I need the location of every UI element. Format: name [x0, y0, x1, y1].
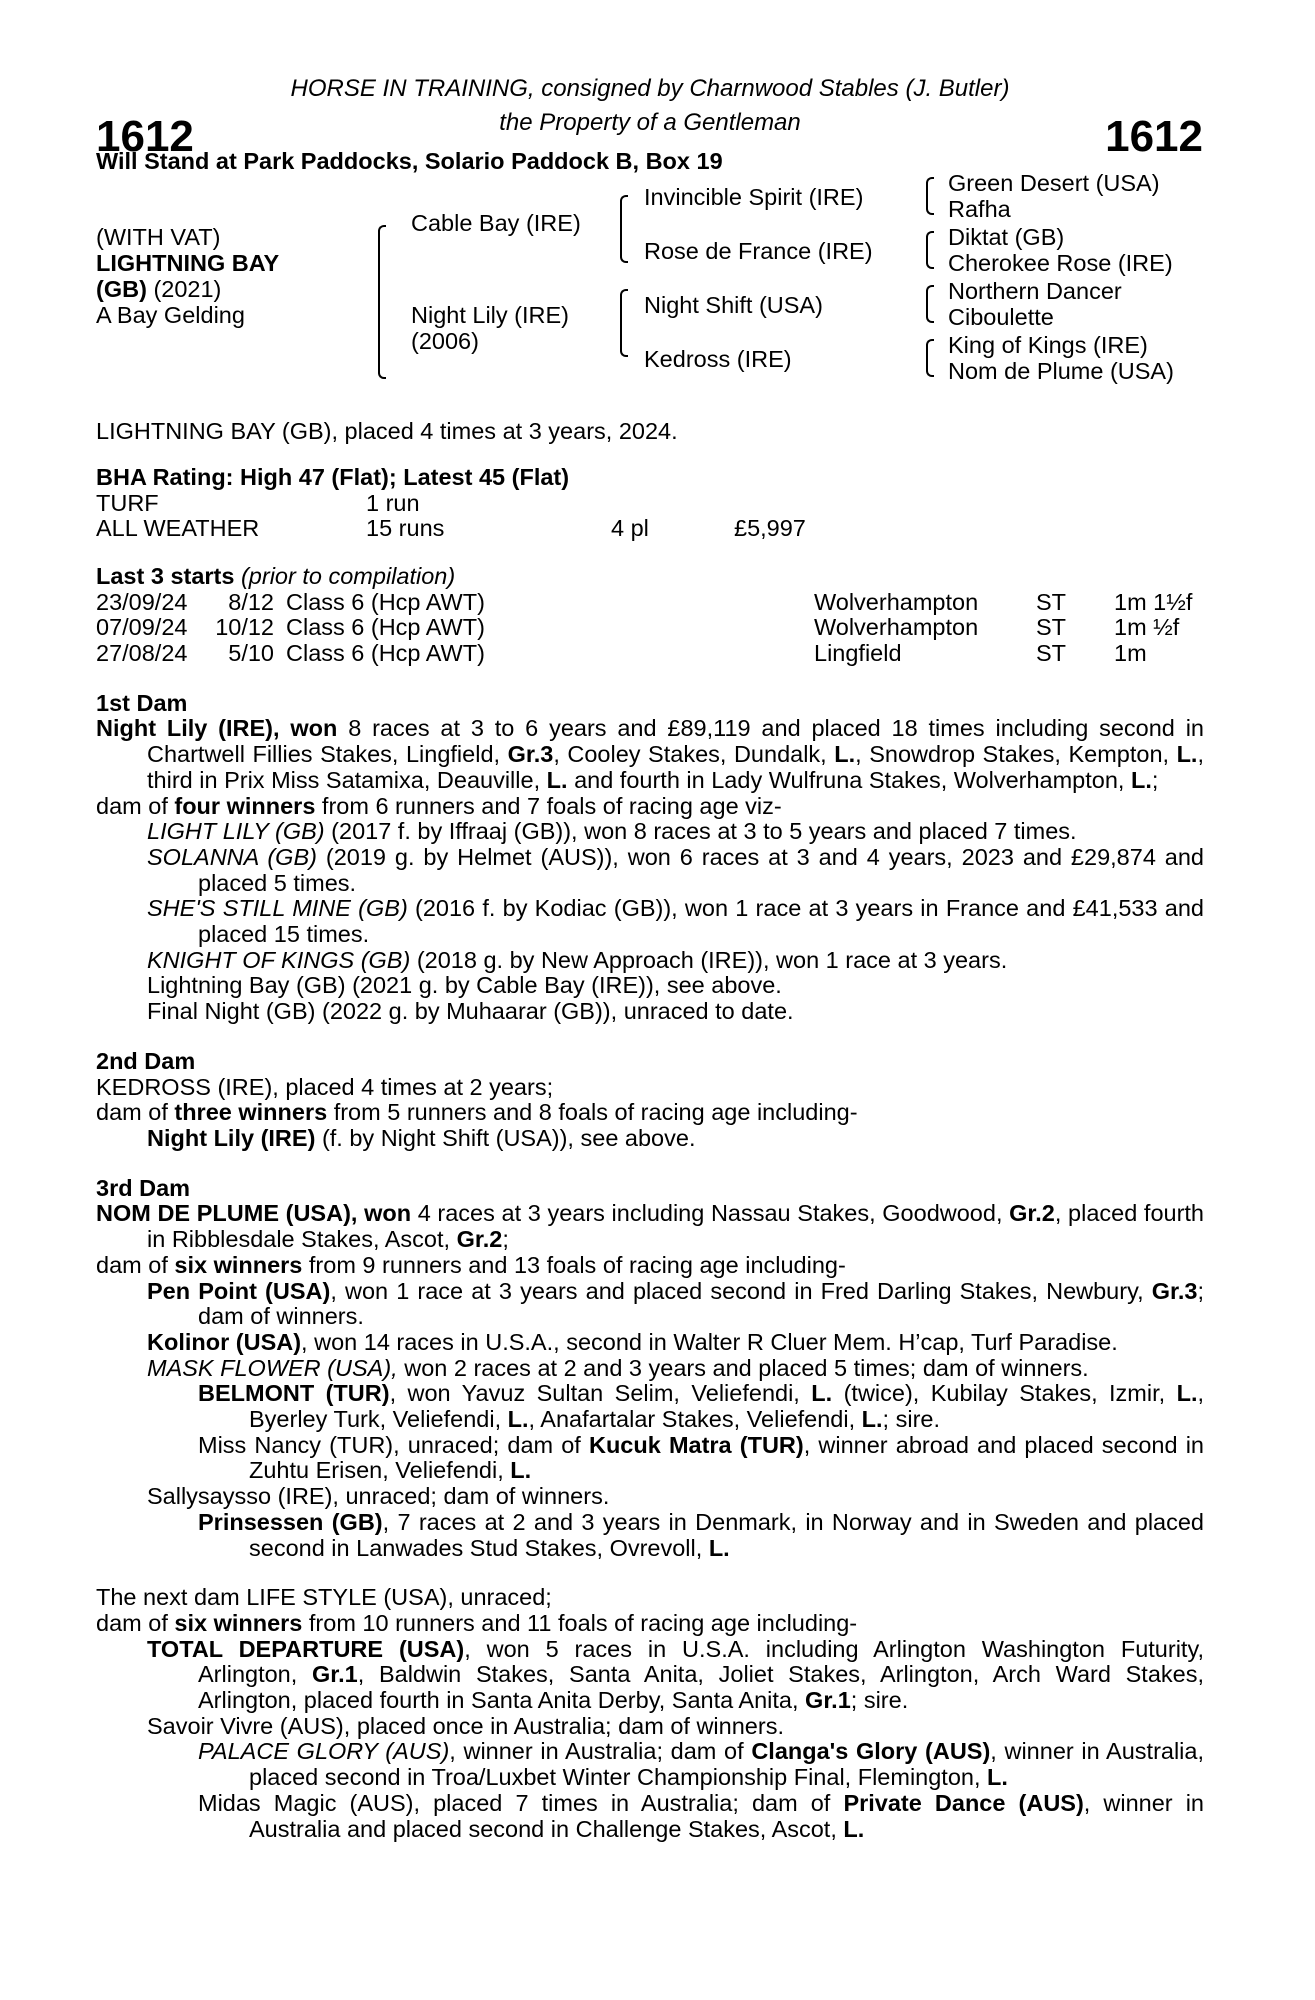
rating-row-turf: TURF 1 run	[96, 489, 420, 516]
next-dam-produce-summary: dam of six winners from 10 runners and 11 foals of racing age including-	[96, 1609, 858, 1636]
catalogue-page	[96, 76, 1204, 1842]
pedigree-dsd: Ciboulette	[948, 304, 1054, 331]
brace-ss	[926, 177, 934, 215]
dam1-record: Night Lily (IRE), won 8 races at 3 to 6 years and £89,119 and placed 18 times including second in Chartwell Fillies Stakes, Lingfield, Gr.3, Cooley Stakes, Dundalk, L., Snowdrop Stakes, Kempton, L., third in Prix Miss Satamixa, Deauville, L. and fourth in Lady Wulfruna Stakes, Wolverhampton, L.;	[96, 715, 1204, 793]
dam3-produce-miss-nancy: Miss Nancy (TUR), unraced; dam of Kucuk Matra (TUR), winner abroad and placed second in Zuhtu Erisen, Veliefendi, L.	[198, 1431, 1204, 1484]
next-dam-record: The next dam LIFE STYLE (USA), unraced;	[96, 1584, 552, 1611]
dam3-produce-pen-point: Pen Point (USA), won 1 race at 3 years and placed second in Fred Darling Stakes, Newbury, Gr.3; dam of winners.	[147, 1277, 1205, 1330]
rating-row-aw: ALL WEATHER 15 runs 4 pl £5,997	[96, 515, 806, 542]
dam3-produce-sallysaysso: Sallysaysso (IRE), unraced; dam of winners.	[147, 1483, 610, 1510]
brace-sd	[926, 231, 934, 269]
dam3-record: NOM DE PLUME (USA), won 4 races at 3 years including Nassau Stakes, Goodwood, Gr.2, placed fourth in Ribblesdale Stakes, Ascot, Gr.2;	[96, 1200, 1205, 1253]
property-line: the Property of a Gentleman	[499, 108, 801, 136]
racing-summary: LIGHTNING BAY (GB), placed 4 times at 3 years, 2024.	[96, 418, 678, 445]
brace-dd	[926, 339, 934, 377]
dam2-produce-summary: dam of three winners from 5 runners and 8 foals of racing age including-	[96, 1099, 858, 1126]
lot-number-left: 1612	[96, 112, 194, 161]
pedigree-dam-sire: Night Shift (USA)	[644, 292, 823, 319]
dam3-produce-belmont: BELMONT (TUR), won Yavuz Sultan Selim, Veliefendi, L. (twice), Kubilay Stakes, Izmir, L., Byerley Turk, Veliefendi, L., Anafartalar Stakes, Veliefendi, L.; sire.	[198, 1380, 1205, 1433]
brace-ds	[926, 285, 934, 323]
pedigree-sdd: Cherokee Rose (IRE)	[948, 250, 1173, 277]
starts-table	[96, 590, 1204, 667]
rating-title: BHA Rating: High 47 (Flat); Latest 45 (Flat)	[96, 463, 570, 490]
horse-name: LIGHTNING BAY	[96, 250, 280, 277]
dam3-produce-summary: dam of six winners from 9 runners and 13 foals of racing age including-	[96, 1251, 846, 1278]
dam1-produce-5: Lightning Bay (GB) (2021 g. by Cable Bay (IRE)), see above.	[147, 972, 782, 999]
pedigree-sss: Green Desert (USA)	[948, 170, 1160, 197]
dam2-heading: 2nd Dam	[96, 1047, 196, 1074]
brace-sire	[620, 195, 628, 263]
dam3-produce-kolinor: Kolinor (USA), won 14 races in U.S.A., second in Walter R Cluer Mem. H’cap, Turf Paradise.	[147, 1328, 1118, 1355]
next-produce-total-departure: TOTAL DEPARTURE (USA), won 5 races in U.S.A. including Arlington Washington Futurity, Arlington, Gr.1, Baldwin Stakes, Santa Anita, Joliet Stakes, Arlington, Arch Ward Stakes, Arlington, placed fourth in Santa Anita Derby, Santa Anita, Gr.1; sire.	[147, 1635, 1204, 1714]
next-produce-midas-magic: Midas Magic (AUS), placed 7 times in Australia; dam of Private Dance (AUS), winner in Australia and placed second in Challenge Stakes, Ascot, L.	[198, 1789, 1205, 1842]
dam1-produce-1: LIGHT LILY (GB) (2017 f. by Iffraaj (GB)), won 8 races at 3 to 5 years and placed 7 times.	[147, 818, 1077, 845]
consignor-line: HORSE IN TRAINING, consigned by Charnwood Stables (J. Butler)	[290, 75, 1010, 102]
starts-title: Last 3 starts (prior to compilation)	[96, 562, 456, 589]
brace-dam	[620, 289, 628, 357]
dam3-produce-prinsessen: Prinsessen (GB), 7 races at 2 and 3 years in Denmark, in Norway and in Sweden and placed second in Lanwades Stud Stakes, Ovrevoll, L.	[198, 1508, 1204, 1561]
dam2-record: KEDROSS (IRE), placed 4 times at 2 years;	[96, 1073, 554, 1100]
stand-line: Will Stand at Park Paddocks, Solario Paddock B, Box 19	[96, 148, 723, 175]
brace-gen1	[378, 225, 386, 379]
pedigree-sire: Cable Bay (IRE)	[411, 210, 581, 237]
horse-description: A Bay Gelding	[96, 302, 245, 329]
pedigree-dam-year: (2006)	[411, 328, 479, 355]
pedigree-sds: Diktat (GB)	[948, 224, 1065, 251]
rating-table	[96, 491, 1204, 542]
horse-origin-year: (GB) (2021)	[96, 276, 222, 303]
dam1-produce-4: KNIGHT OF KINGS (GB) (2018 g. by New Approach (IRE)), won 1 race at 3 years.	[147, 946, 1008, 973]
next-produce-savoir-vivre: Savoir Vivre (AUS), placed once in Australia; dam of winners.	[147, 1712, 784, 1739]
dam3-heading: 3rd Dam	[96, 1174, 191, 1201]
pedigree-dds: King of Kings (IRE)	[948, 332, 1148, 359]
pedigree-table	[96, 170, 1204, 389]
dam1-produce-2: SOLANNA (GB) (2019 g. by Helmet (AUS)), won 6 races at 3 and 4 years, 2023 and £29,874 and placed 5 times.	[147, 843, 1205, 896]
pedigree-sire-sire: Invincible Spirit (IRE)	[644, 184, 864, 211]
dam1-heading: 1st Dam	[96, 689, 188, 716]
pedigree-sire-dam: Rose de France (IRE)	[644, 238, 873, 265]
dam1-produce-6: Final Night (GB) (2022 g. by Muhaarar (GB)), unraced to date.	[147, 998, 794, 1025]
start-row: 27/08/24 5/10 Class 6 (Hcp AWT) Lingfield ST 1m	[96, 640, 1147, 667]
dam1-produce-3: SHE'S STILL MINE (GB) (2016 f. by Kodiac (GB)), won 1 race at 3 years in France and £41,533 and placed 15 times.	[147, 895, 1204, 948]
pedigree-ssd: Rafha	[948, 196, 1011, 223]
pedigree-ddd: Nom de Plume (USA)	[948, 358, 1174, 385]
start-row: 23/09/24 8/12 Class 6 (Hcp AWT) Wolverhampton ST 1m 1½f	[96, 588, 1193, 615]
dam2-produce-1: Night Lily (IRE) (f. by Night Shift (USA)), see above.	[147, 1124, 696, 1151]
next-produce-palace-glory: PALACE GLORY (AUS), winner in Australia; dam of Clanga's Glory (AUS), winner in Australia, placed second in Troa/Luxbet Winter Championship Final, Flemington, L.	[198, 1738, 1205, 1791]
pedigree-dss: Northern Dancer	[948, 278, 1122, 305]
vat-label: (WITH VAT)	[96, 224, 221, 251]
pedigree-dam: Night Lily (IRE)	[411, 302, 570, 329]
pedigree-dam-dam: Kedross (IRE)	[644, 346, 792, 373]
start-row: 07/09/24 10/12 Class 6 (Hcp AWT) Wolverhampton ST 1m ½f	[96, 614, 1180, 641]
dam1-produce-summary: dam of four winners from 6 runners and 7 foals of racing age viz-	[96, 792, 782, 819]
lot-number-right: 1612	[1105, 112, 1203, 161]
dam3-produce-mask-flower: MASK FLOWER (USA), won 2 races at 2 and 3 years and placed 5 times; dam of winners.	[147, 1354, 1089, 1381]
